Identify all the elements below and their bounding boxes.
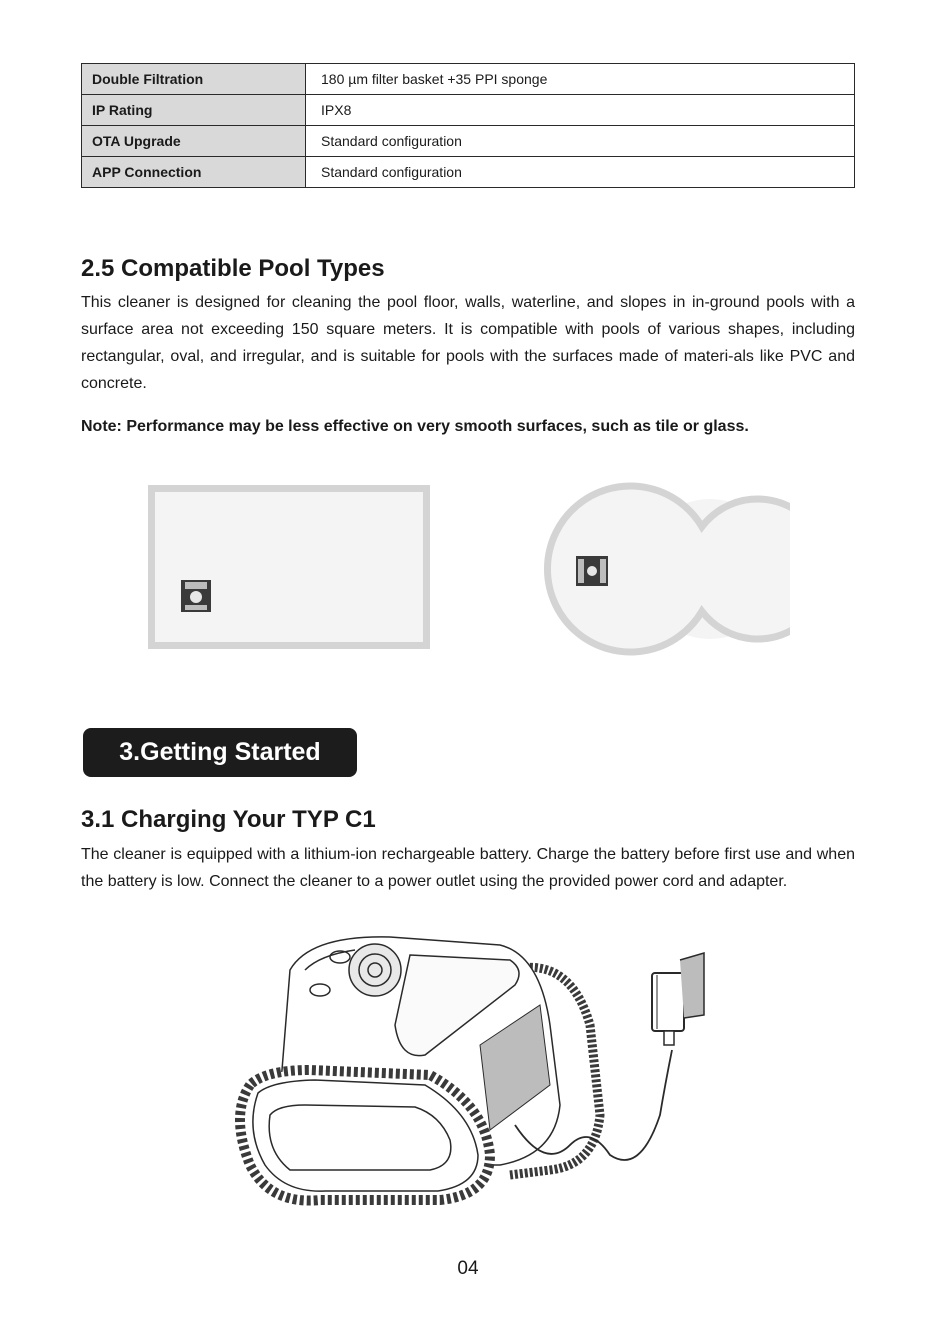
page-number: 04 — [457, 1258, 479, 1279]
spec-key: OTA Upgrade — [82, 126, 306, 157]
spec-value: IPX8 — [306, 95, 855, 126]
spec-row — [82, 157, 855, 188]
robot-charging-illustration — [210, 915, 730, 1225]
spec-key: APP Connection — [82, 157, 306, 188]
section-heading-compatible-pools: 2.5 Compatible Pool Types — [81, 255, 385, 282]
spec-key: IP Rating — [82, 95, 306, 126]
robot-cleaner-icon — [576, 556, 608, 586]
irregular-pool-illustration — [540, 478, 790, 660]
section-heading-charging: 3.1 Charging Your TYP C1 — [81, 806, 376, 833]
section-badge-getting-started: 3.Getting Started — [83, 728, 357, 777]
performance-note: Note: Performance may be less effective on very smooth surfaces, such as tile or glass. — [81, 418, 749, 435]
spec-table — [81, 63, 855, 188]
spec-value: Standard configuration — [306, 157, 855, 188]
compatible-pools-paragraph: This cleaner is designed for cleaning the pool floor, walls, waterline, and slopes in in-ground pools with a surface area not exceeding 150 square meters. It is compatible with pools of various shapes, including rectangular, oval, and irregular, and is suitable for pools with the surfaces made of materi-als like PVC and concrete. — [81, 294, 855, 392]
spec-row — [82, 95, 855, 126]
rectangular-pool-illustration — [148, 485, 430, 649]
spec-value: 180 µm filter basket +35 PPI sponge — [306, 64, 855, 95]
charging-paragraph: The cleaner is equipped with a lithium-ion rechargeable battery. Charge the battery before first use and when the battery is low. Connect the cleaner to a power outlet using the provided power cord and adapter. — [81, 846, 855, 890]
robot-cleaner-icon — [180, 579, 212, 613]
spec-row — [82, 64, 855, 95]
spec-row — [82, 126, 855, 157]
spec-value: Standard configuration — [306, 126, 855, 157]
spec-key: Double Filtration — [82, 64, 306, 95]
